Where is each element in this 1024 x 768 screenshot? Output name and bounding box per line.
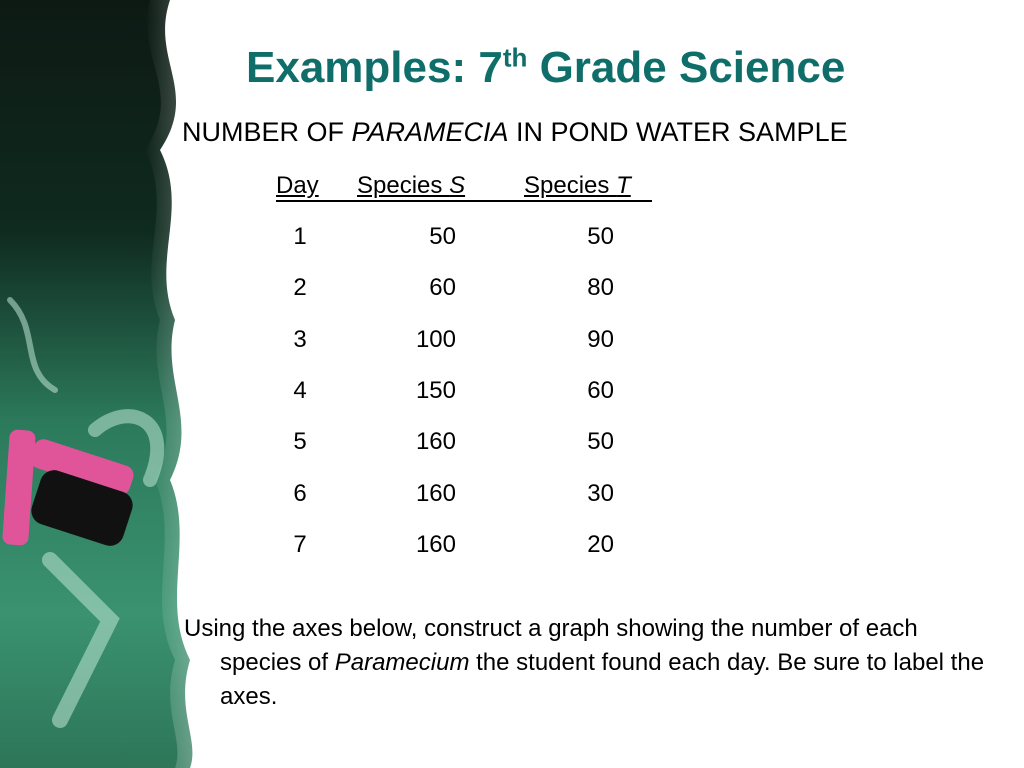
table-cell-day: 5 bbox=[293, 428, 307, 456]
table-cell-species-s: 160 bbox=[415, 428, 456, 456]
table-cell-day: 1 bbox=[293, 223, 307, 250]
table-cell-species-t: 80 bbox=[587, 274, 614, 302]
table-cell-species-t: 50 bbox=[587, 223, 614, 250]
table-cell-species-t: 60 bbox=[587, 376, 614, 404]
table-cell-species-t: 90 bbox=[587, 325, 614, 353]
header-underline bbox=[276, 200, 652, 202]
instructions-paragraph: Using the axes below, construct a graph showing the number of each species of Paramecium the student found each day. Be sure to label the axes. bbox=[184, 615, 985, 710]
table-cell-species-s: 150 bbox=[415, 376, 456, 404]
table-cell-species-s: 50 bbox=[429, 223, 456, 250]
table-cell-day: 2 bbox=[293, 274, 307, 302]
table-cell-species-s: 100 bbox=[415, 325, 456, 353]
table-cell-day: 6 bbox=[293, 479, 307, 507]
column-header-species-s: Species S bbox=[357, 172, 466, 199]
table-cell-species-s: 160 bbox=[415, 479, 456, 507]
table-heading: NUMBER OF PARAMECIA IN POND WATER SAMPLE bbox=[182, 117, 848, 147]
table-cell-species-t: 20 bbox=[587, 530, 614, 558]
table-cell-species-t: 50 bbox=[587, 428, 614, 456]
table-cell-species-s: 160 bbox=[415, 530, 456, 558]
table-cell-day: 3 bbox=[293, 325, 307, 353]
table-cell-day: 7 bbox=[293, 530, 307, 558]
table-cell-species-t: 30 bbox=[587, 479, 614, 507]
table-cell-species-s: 60 bbox=[429, 274, 456, 302]
column-header-species-t: Species T bbox=[524, 172, 631, 199]
slide-title: Examples: 7th Grade Science bbox=[246, 42, 846, 92]
column-header-day: Day bbox=[276, 172, 319, 199]
table-cell-day: 4 bbox=[293, 376, 307, 404]
